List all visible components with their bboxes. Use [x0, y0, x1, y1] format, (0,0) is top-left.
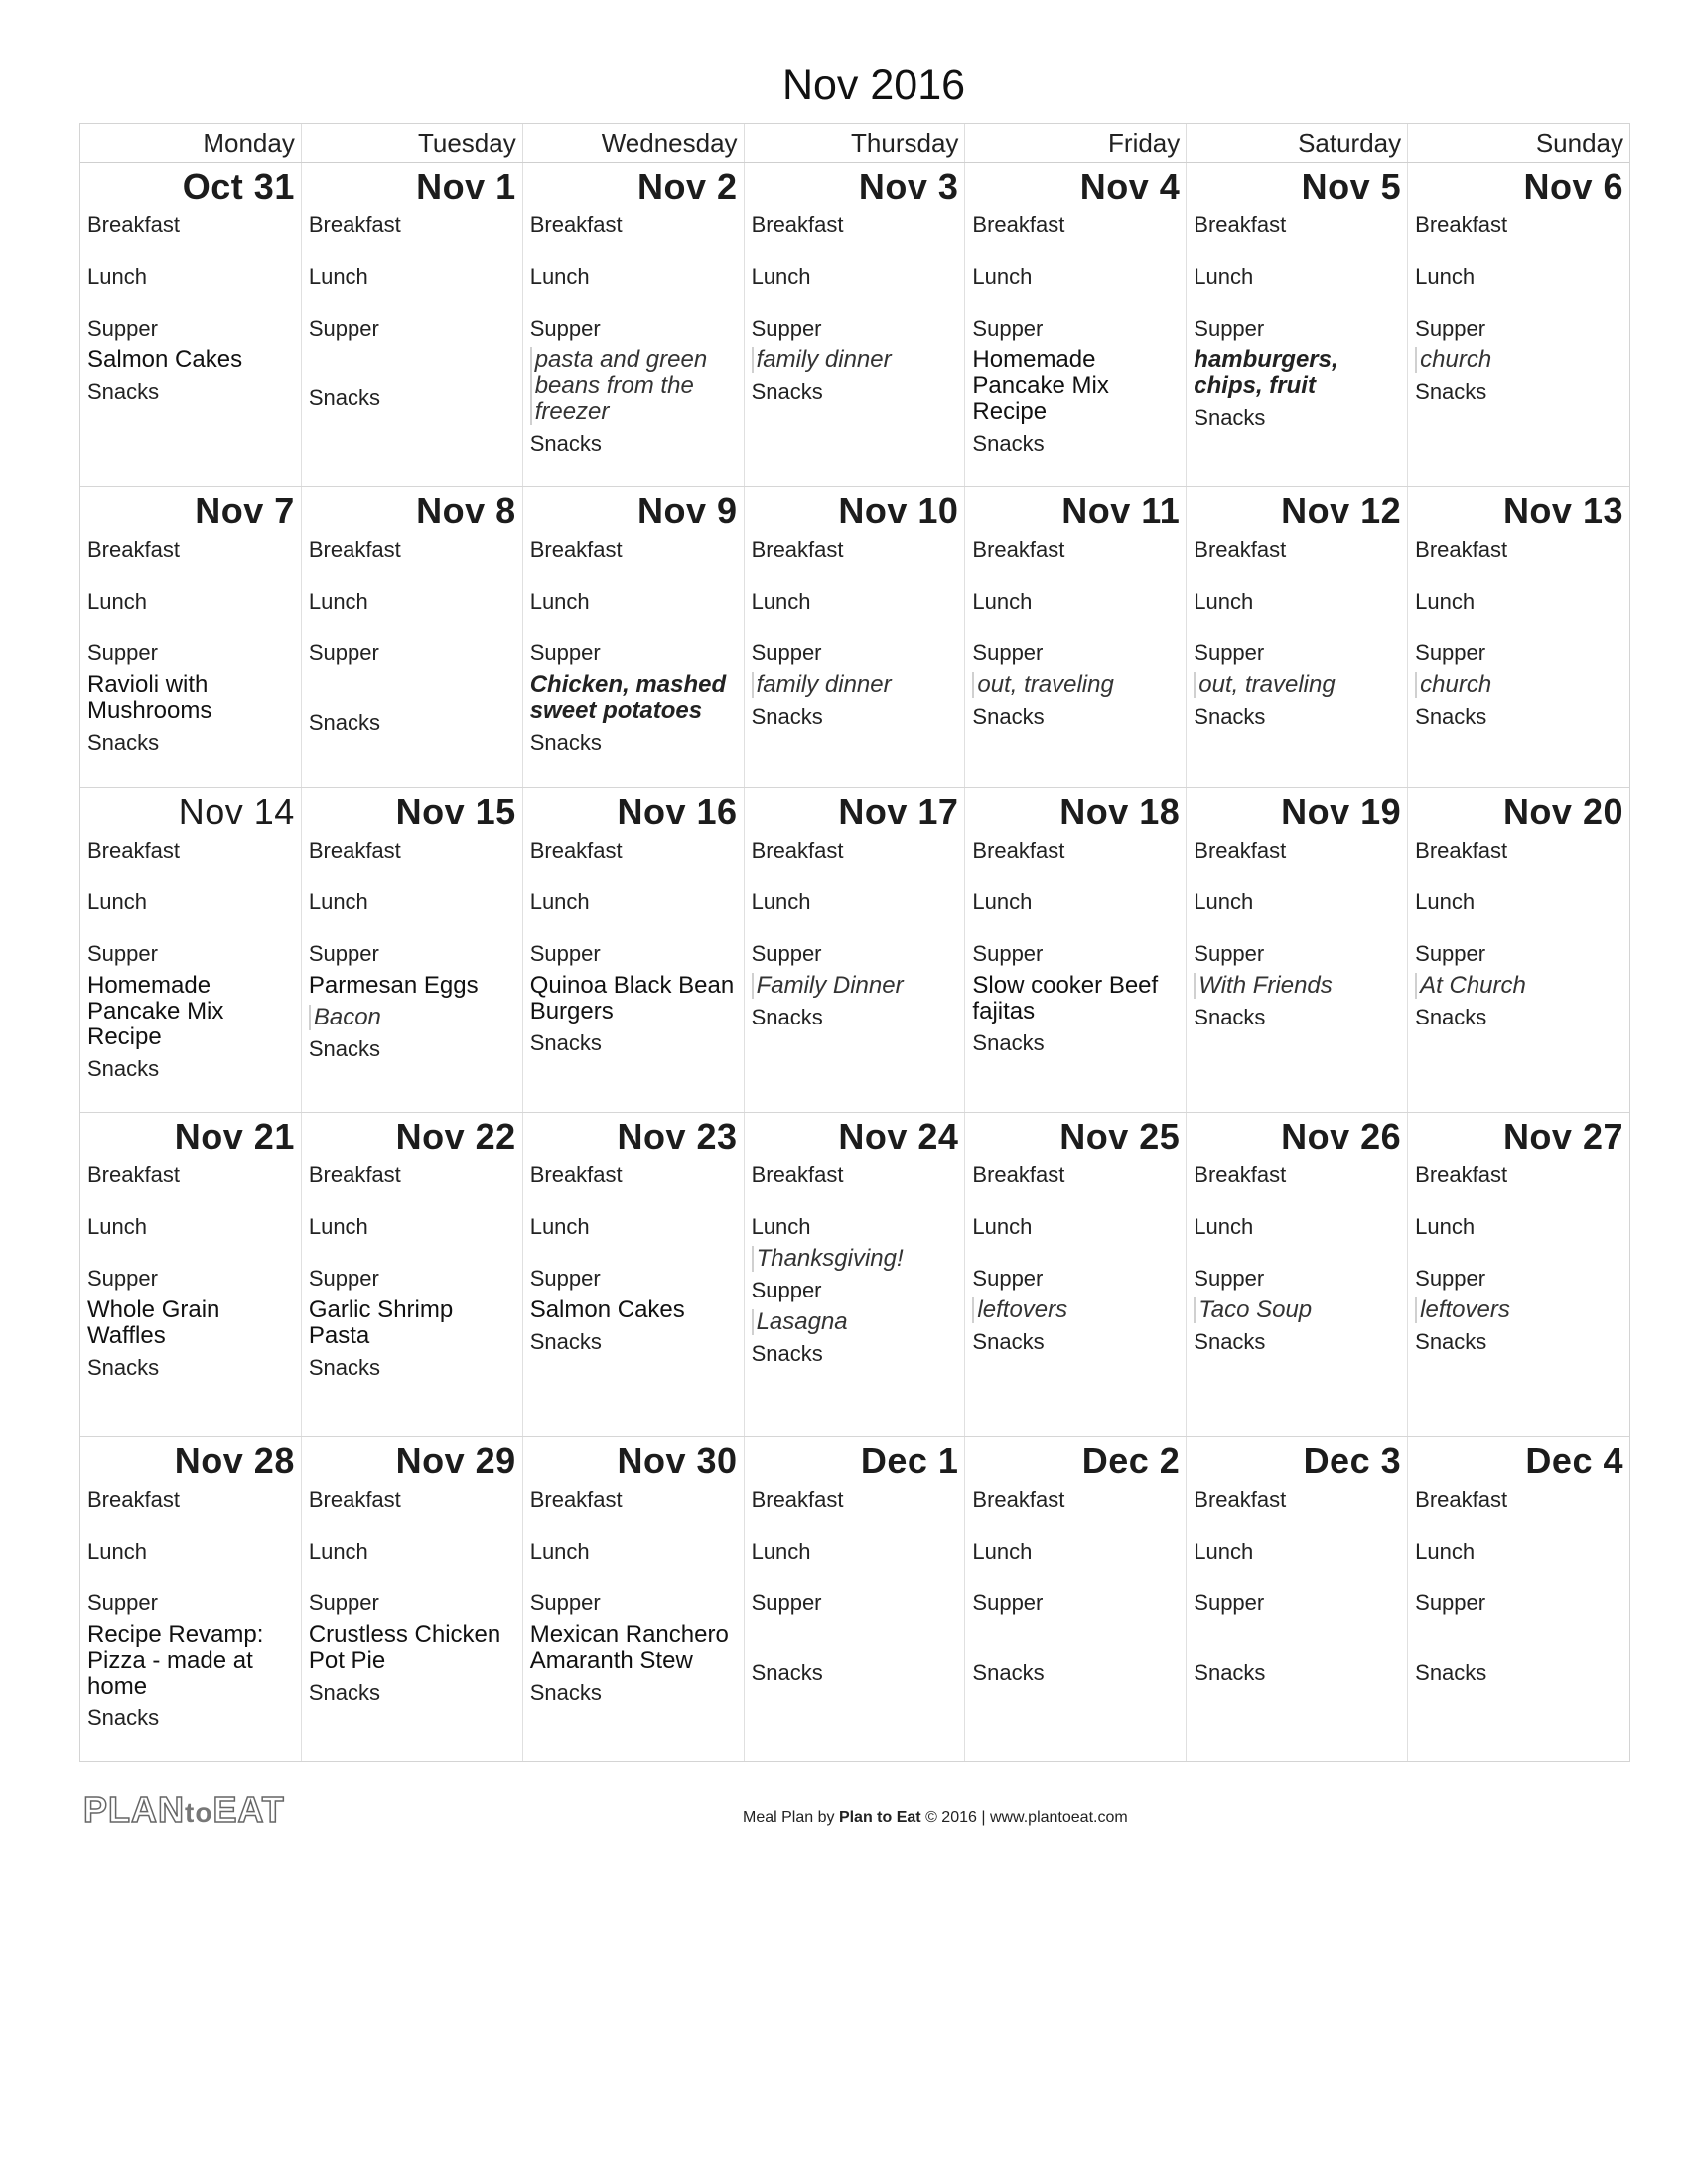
day-cell[interactable] — [523, 487, 745, 787]
week-row — [80, 1437, 1629, 1761]
snacks-label: Snacks — [529, 431, 602, 456]
supper-meal: Ravioli with Mushrooms — [87, 671, 212, 724]
day-date: Nov 18 — [1059, 791, 1181, 832]
breakfast-label: Breakfast — [1415, 838, 1508, 863]
supper-label: Supper — [87, 941, 158, 966]
day-cell[interactable] — [523, 1437, 745, 1761]
day-date: Nov 13 — [1502, 490, 1623, 531]
day-date: Nov 20 — [1502, 791, 1623, 832]
supper-meal: Salmon Cakes — [529, 1297, 685, 1323]
supper-meal: Chicken, mashed sweet potatoes — [529, 671, 727, 724]
supper-label: Supper — [1194, 316, 1265, 341]
snacks-label: Snacks — [1194, 1329, 1266, 1354]
day-cell[interactable] — [965, 1113, 1187, 1436]
lunch-label: Lunch — [87, 1214, 147, 1239]
supper-meal: Taco Soup — [1194, 1297, 1401, 1323]
weekday-sunday: Sunday — [1535, 128, 1623, 158]
supper-label: Supper — [972, 1266, 1044, 1291]
supper-label: Supper — [751, 316, 822, 341]
supper-meal: Recipe Revamp: Pizza - made at home — [87, 1621, 264, 1700]
supper-meal: out, traveling — [972, 672, 1180, 698]
snacks-label: Snacks — [972, 1660, 1045, 1685]
day-date: Nov 4 — [1079, 166, 1181, 206]
day-cell[interactable] — [1408, 487, 1629, 787]
breakfast-label: Breakfast — [972, 212, 1065, 237]
day-cell[interactable] — [1187, 1437, 1408, 1761]
breakfast-label: Breakfast — [1194, 537, 1287, 562]
day-date: Nov 17 — [838, 791, 959, 832]
snacks-label: Snacks — [308, 1680, 380, 1705]
week-row — [80, 487, 1629, 788]
supper-meal: Lasagna — [752, 1309, 959, 1335]
day-cell[interactable] — [80, 1113, 302, 1436]
supper-meal: Whole Grain Waffles — [87, 1297, 220, 1349]
breakfast-label: Breakfast — [308, 1487, 401, 1512]
lunch-label: Lunch — [529, 1539, 590, 1564]
supper-meal: Crustless Chicken Pot Pie — [308, 1621, 501, 1674]
day-cell[interactable] — [80, 163, 302, 486]
day-date: Nov 5 — [1301, 166, 1402, 206]
week-row — [80, 163, 1629, 487]
snacks-label: Snacks — [87, 730, 160, 754]
breakfast-label: Breakfast — [1415, 212, 1508, 237]
lunch-label: Lunch — [87, 889, 147, 914]
snacks-label: Snacks — [87, 1706, 160, 1730]
snacks-label: Snacks — [1415, 1329, 1487, 1354]
snacks-label: Snacks — [751, 1341, 823, 1366]
footer-brand: Plan to Eat — [838, 1809, 921, 1826]
lunch-label: Lunch — [87, 1539, 147, 1564]
lunch-label: Lunch — [308, 1214, 368, 1239]
day-date: Nov 14 — [178, 791, 295, 832]
breakfast-label: Breakfast — [529, 1487, 623, 1512]
supper-meal: family dinner — [752, 347, 959, 373]
supper-meal: Slow cooker Beef fajitas — [972, 972, 1159, 1024]
logo-word-plan: PLAN — [83, 1789, 185, 1830]
breakfast-label: Breakfast — [529, 212, 623, 237]
day-date: Nov 27 — [1502, 1116, 1623, 1157]
breakfast-label: Breakfast — [529, 1162, 623, 1187]
weekday-header — [80, 124, 1629, 163]
day-cell[interactable] — [302, 1437, 523, 1761]
supper-label: Supper — [529, 1266, 601, 1291]
lunch-label: Lunch — [751, 589, 811, 614]
lunch-label: Lunch — [751, 1214, 811, 1239]
snacks-label: Snacks — [751, 1660, 823, 1685]
snacks-label: Snacks — [1194, 1005, 1266, 1029]
day-date: Nov 29 — [395, 1440, 516, 1481]
day-date: Nov 15 — [395, 791, 516, 832]
lunch-label: Lunch — [1194, 1214, 1254, 1239]
day-cell[interactable] — [745, 788, 966, 1112]
supper-meal: family dinner — [752, 672, 959, 698]
snacks-label: Snacks — [87, 1056, 160, 1081]
breakfast-label: Breakfast — [87, 1487, 180, 1512]
breakfast-label: Breakfast — [751, 1487, 844, 1512]
day-date: Nov 26 — [1281, 1116, 1402, 1157]
lunch-label: Lunch — [972, 589, 1033, 614]
lunch-label: Lunch — [529, 264, 590, 289]
breakfast-label: Breakfast — [751, 212, 844, 237]
lunch-label: Lunch — [1194, 1539, 1254, 1564]
snacks-label: Snacks — [1415, 1660, 1487, 1685]
supper-label: Supper — [751, 941, 822, 966]
lunch-label: Lunch — [529, 589, 590, 614]
day-date: Nov 1 — [416, 166, 516, 206]
day-date: Dec 3 — [1303, 1440, 1402, 1481]
plan-to-eat-logo — [83, 1789, 285, 1831]
breakfast-label: Breakfast — [87, 838, 180, 863]
day-date: Nov 3 — [858, 166, 959, 206]
lunch-label: Lunch — [1194, 264, 1254, 289]
snacks-label: Snacks — [972, 1329, 1045, 1354]
day-date: Nov 19 — [1281, 791, 1402, 832]
day-cell[interactable] — [745, 1113, 966, 1436]
meal-plan-calendar — [79, 123, 1630, 1762]
breakfast-label: Breakfast — [308, 537, 401, 562]
supper-label: Supper — [751, 1278, 822, 1302]
lunch-label: Lunch — [1194, 889, 1254, 914]
snacks-label: Snacks — [751, 1005, 823, 1029]
lunch-label: Lunch — [87, 264, 147, 289]
snacks-label: Snacks — [87, 1355, 160, 1380]
supper-label: Supper — [1194, 1266, 1265, 1291]
supper-label: Supper — [1415, 316, 1486, 341]
supper-label: Supper — [1415, 640, 1486, 665]
supper-meal: At Church — [1415, 973, 1623, 999]
supper-meal: Parmesan Eggs — [308, 972, 479, 999]
day-cell[interactable] — [523, 788, 745, 1112]
breakfast-label: Breakfast — [972, 1487, 1065, 1512]
day-date: Nov 21 — [174, 1116, 295, 1157]
lunch-label: Lunch — [308, 264, 368, 289]
supper-label: Supper — [1194, 941, 1265, 966]
lunch-meal: Thanksgiving! — [752, 1246, 959, 1272]
supper-meal: Homemade Pancake Mix Recipe — [87, 972, 224, 1050]
day-date: Nov 30 — [617, 1440, 738, 1481]
lunch-label: Lunch — [308, 589, 368, 614]
day-date: Oct 31 — [182, 166, 295, 206]
lunch-label: Lunch — [1415, 1214, 1476, 1239]
supper-meal: out, traveling — [1194, 672, 1401, 698]
supper-label: Supper — [529, 1590, 601, 1615]
breakfast-label: Breakfast — [308, 212, 401, 237]
day-date: Dec 2 — [1081, 1440, 1181, 1481]
snacks-label: Snacks — [529, 1680, 602, 1705]
snacks-label: Snacks — [1415, 1005, 1487, 1029]
supper-meal: Salmon Cakes — [87, 346, 243, 373]
weekday-thursday: Thursday — [745, 124, 966, 162]
supper-meal: With Friends — [1194, 973, 1401, 999]
lunch-label: Lunch — [1194, 589, 1254, 614]
breakfast-label: Breakfast — [751, 537, 844, 562]
day-date: Nov 23 — [617, 1116, 738, 1157]
supper-label: Supper — [1415, 941, 1486, 966]
snacks-label: Snacks — [529, 1030, 602, 1055]
logo-word-to: to — [185, 1797, 213, 1828]
day-cell[interactable] — [80, 788, 302, 1112]
day-cell[interactable] — [80, 487, 302, 787]
day-date: Nov 28 — [174, 1440, 295, 1481]
lunch-label: Lunch — [972, 1214, 1033, 1239]
day-cell[interactable] — [965, 163, 1187, 486]
day-date: Nov 2 — [637, 166, 738, 206]
snacks-label: Snacks — [87, 379, 160, 404]
supper-label: Supper — [972, 941, 1044, 966]
breakfast-label: Breakfast — [87, 212, 180, 237]
lunch-label: Lunch — [972, 1539, 1033, 1564]
supper-label: Supper — [529, 316, 601, 341]
weekday-monday: Monday — [80, 124, 302, 162]
logo-word-eat: EAT — [212, 1789, 285, 1830]
snacks-label: Snacks — [308, 1036, 380, 1061]
breakfast-label: Breakfast — [1194, 1487, 1287, 1512]
weekday-wednesday: Wednesday — [523, 124, 745, 162]
supper-meal: Homemade Pancake Mix Recipe — [972, 346, 1109, 425]
day-date: Nov 9 — [637, 490, 738, 531]
supper-label: Supper — [308, 316, 379, 341]
supper-label: Supper — [87, 316, 158, 341]
breakfast-label: Breakfast — [1415, 1162, 1508, 1187]
supper-label: Supper — [308, 1590, 379, 1615]
lunch-label: Lunch — [972, 264, 1033, 289]
supper-label: Supper — [529, 941, 601, 966]
day-cell[interactable] — [965, 788, 1187, 1112]
breakfast-label: Breakfast — [308, 1162, 401, 1187]
breakfast-label: Breakfast — [529, 537, 623, 562]
day-cell[interactable] — [302, 788, 523, 1112]
supper-meal: church — [1415, 672, 1623, 698]
day-cell[interactable] — [1408, 788, 1629, 1112]
breakfast-label: Breakfast — [751, 838, 844, 863]
supper-label: Supper — [87, 640, 158, 665]
weekday-friday: Friday — [965, 124, 1187, 162]
supper-label: Supper — [1194, 1590, 1265, 1615]
snacks-label: Snacks — [529, 730, 602, 754]
day-cell[interactable] — [1408, 163, 1629, 486]
supper-meal: leftovers — [1415, 1297, 1623, 1323]
snacks-label: Snacks — [972, 704, 1045, 729]
page-title: Nov 2016 — [781, 62, 966, 109]
breakfast-label: Breakfast — [1194, 212, 1287, 237]
snacks-label: Snacks — [1194, 1660, 1266, 1685]
supper-meal: leftovers — [972, 1297, 1180, 1323]
supper-meal: Mexican Ranchero Amaranth Stew — [529, 1621, 729, 1674]
supper-meal: Quinoa Black Bean Burgers — [529, 972, 735, 1024]
day-cell[interactable] — [1408, 1437, 1629, 1761]
snacks-label: Snacks — [972, 1030, 1045, 1055]
footer-suffix: © 2016 | www.plantoeat.com — [920, 1809, 1128, 1826]
day-cell[interactable] — [523, 1113, 745, 1436]
breakfast-label: Breakfast — [1415, 537, 1508, 562]
weekday-saturday: Saturday — [1187, 124, 1408, 162]
snacks-label: Snacks — [972, 431, 1045, 456]
day-cell[interactable] — [965, 487, 1187, 787]
supper-label: Supper — [751, 640, 822, 665]
day-date: Nov 22 — [395, 1116, 516, 1157]
snacks-label: Snacks — [308, 385, 380, 410]
supper-label: Supper — [308, 1266, 379, 1291]
day-cell[interactable] — [965, 1437, 1187, 1761]
day-cell[interactable] — [302, 487, 523, 787]
day-date: Dec 4 — [1525, 1440, 1623, 1481]
supper-label: Supper — [87, 1266, 158, 1291]
breakfast-label: Breakfast — [529, 838, 623, 863]
day-cell[interactable] — [1187, 1113, 1408, 1436]
supper-meal: Bacon — [309, 1005, 516, 1030]
lunch-label: Lunch — [1415, 264, 1476, 289]
day-date: Nov 8 — [416, 490, 516, 531]
day-cell[interactable] — [745, 487, 966, 787]
supper-label: Supper — [529, 640, 601, 665]
lunch-label: Lunch — [529, 889, 590, 914]
snacks-label: Snacks — [751, 379, 823, 404]
supper-meal: church — [1415, 347, 1623, 373]
day-date: Dec 1 — [860, 1440, 959, 1481]
day-cell[interactable] — [745, 1437, 966, 1761]
supper-label: Supper — [972, 316, 1044, 341]
supper-meal: hamburgers, chips, fruit — [1194, 346, 1338, 399]
footer-prefix: Meal Plan by — [743, 1809, 839, 1826]
supper-label: Supper — [1415, 1266, 1486, 1291]
lunch-label: Lunch — [308, 889, 368, 914]
day-date: Nov 12 — [1281, 490, 1402, 531]
supper-label: Supper — [1415, 1590, 1486, 1615]
supper-label: Supper — [751, 1590, 822, 1615]
supper-meal: Family Dinner — [752, 973, 959, 999]
lunch-label: Lunch — [972, 889, 1033, 914]
day-cell[interactable] — [302, 163, 523, 486]
day-date: Nov 16 — [617, 791, 738, 832]
breakfast-label: Breakfast — [972, 838, 1065, 863]
day-cell[interactable] — [80, 1437, 302, 1761]
lunch-label: Lunch — [751, 264, 811, 289]
breakfast-label: Breakfast — [1415, 1487, 1508, 1512]
day-cell[interactable] — [1187, 788, 1408, 1112]
breakfast-label: Breakfast — [87, 537, 180, 562]
lunch-label: Lunch — [1415, 589, 1476, 614]
supper-meal: pasta and green beans from the freezer — [530, 347, 738, 425]
supper-label: Supper — [87, 1590, 158, 1615]
snacks-label: Snacks — [751, 704, 823, 729]
week-row — [80, 788, 1629, 1113]
breakfast-label: Breakfast — [1194, 838, 1287, 863]
snacks-label: Snacks — [308, 1355, 380, 1380]
lunch-label: Lunch — [751, 1539, 811, 1564]
day-cell[interactable] — [1187, 487, 1408, 787]
day-date: Nov 7 — [195, 490, 295, 531]
supper-label: Supper — [1194, 640, 1265, 665]
breakfast-label: Breakfast — [972, 1162, 1065, 1187]
weekday-tuesday: Tuesday — [302, 124, 523, 162]
day-cell[interactable] — [1408, 1113, 1629, 1436]
lunch-label: Lunch — [751, 889, 811, 914]
lunch-label: Lunch — [1415, 1539, 1476, 1564]
supper-label: Supper — [972, 1590, 1044, 1615]
day-date: Nov 6 — [1523, 166, 1623, 206]
day-date: Nov 25 — [1059, 1116, 1181, 1157]
supper-meal: Garlic Shrimp Pasta — [308, 1297, 454, 1349]
week-row — [80, 1113, 1629, 1437]
breakfast-label: Breakfast — [972, 537, 1065, 562]
day-date: Nov 10 — [838, 490, 959, 531]
lunch-label: Lunch — [87, 589, 147, 614]
lunch-label: Lunch — [529, 1214, 590, 1239]
weeks-container — [80, 163, 1629, 1761]
supper-label: Supper — [308, 941, 379, 966]
day-cell[interactable] — [1187, 163, 1408, 486]
breakfast-label: Breakfast — [87, 1162, 180, 1187]
breakfast-label: Breakfast — [1194, 1162, 1287, 1187]
footer-credit — [743, 1809, 1128, 1827]
snacks-label: Snacks — [308, 710, 380, 735]
supper-label: Supper — [972, 640, 1044, 665]
breakfast-label: Breakfast — [308, 838, 401, 863]
day-date: Nov 24 — [838, 1116, 959, 1157]
snacks-label: Snacks — [529, 1329, 602, 1354]
snacks-label: Snacks — [1194, 704, 1266, 729]
breakfast-label: Breakfast — [751, 1162, 844, 1187]
snacks-label: Snacks — [1194, 405, 1266, 430]
snacks-label: Snacks — [1415, 379, 1487, 404]
lunch-label: Lunch — [308, 1539, 368, 1564]
snacks-label: Snacks — [1415, 704, 1487, 729]
day-cell[interactable] — [302, 1113, 523, 1436]
day-date: Nov 11 — [1061, 490, 1181, 531]
supper-label: Supper — [308, 640, 379, 665]
day-cell[interactable] — [745, 163, 966, 486]
lunch-label: Lunch — [1415, 889, 1476, 914]
day-cell[interactable] — [523, 163, 745, 486]
